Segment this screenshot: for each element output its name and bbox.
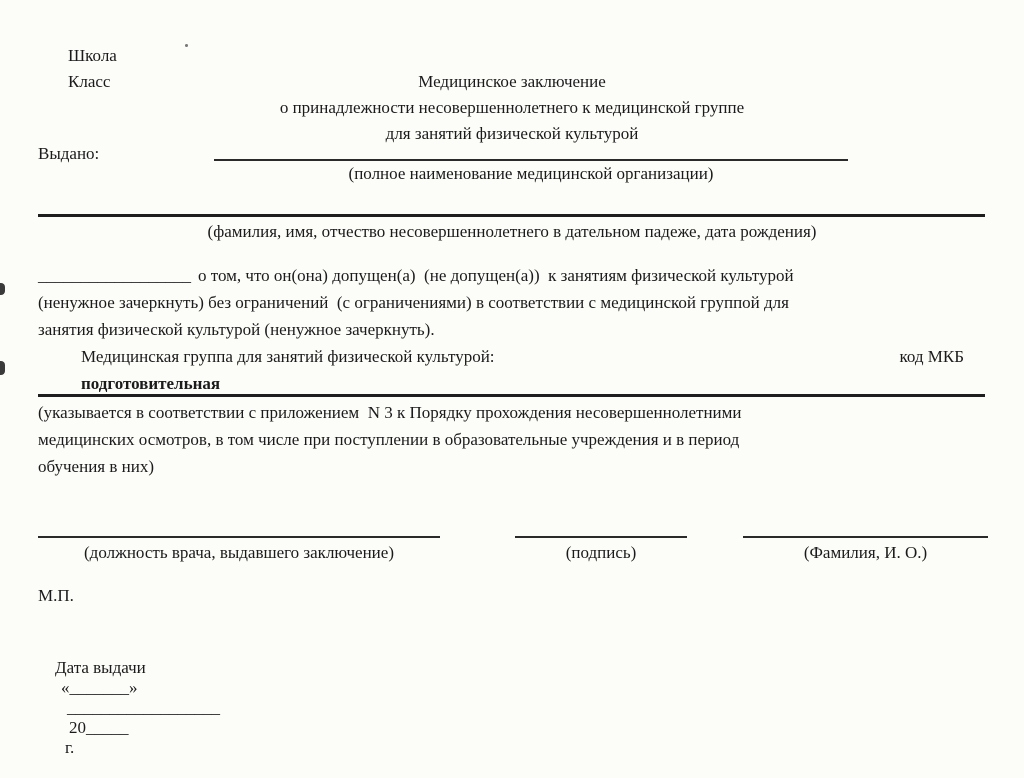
scan-speck	[0, 361, 5, 375]
issue-day-blank[interactable]: «_______»	[61, 678, 138, 697]
medical-group-label: Медицинская группа для занятий физической культурой:	[81, 347, 495, 366]
stamp-placeholder: М.П.	[38, 586, 74, 605]
organization-caption: (полное наименование медицинской организации)	[348, 164, 714, 183]
doctor-position-field	[38, 536, 440, 563]
patient-caption: (фамилия, имя, отчество несовершеннолетнего в дательном падеже, дата рождения)	[207, 222, 817, 241]
note-line-3: обучения в них)	[38, 457, 154, 476]
medical-group-value: подготовительная	[81, 374, 221, 393]
school-label: Школа	[68, 46, 117, 65]
note-line-2: медицинских осмотров, в том числе при поступлении в образовательные учреждения и в период	[38, 430, 740, 449]
scan-speck	[0, 283, 5, 295]
surname-field	[743, 536, 988, 563]
organization-name-line[interactable]	[214, 128, 848, 161]
title-line-3: для занятий физической культурой	[385, 124, 639, 143]
organization-field	[214, 128, 848, 184]
doctor-position-caption: (должность врача, выдавшего заключение)	[84, 543, 394, 562]
doctor-name-blank[interactable]: __________________	[38, 266, 191, 285]
issued-label: Выдано:	[38, 144, 100, 163]
medical-group-row	[38, 343, 990, 370]
group-field-line[interactable]	[38, 394, 985, 397]
note-line-1: (указывается в соответствии с приложением N 3 к Порядку прохождения несовершеннолетними	[38, 403, 742, 422]
title-line-1: Медицинское заключение	[418, 72, 606, 91]
issue-date-row	[38, 638, 220, 778]
issue-date-label: Дата выдачи	[55, 658, 146, 677]
patient-name-line[interactable]	[38, 214, 985, 217]
surname-caption: (Фамилия, И. О.)	[803, 543, 928, 562]
title-line-2: о принадлежности несовершеннолетнего к медицинской группе	[279, 98, 745, 117]
statement-line-3: занятия физической культурой (ненужное зачеркнуть).	[38, 320, 435, 339]
statement-line-2: (ненужное зачеркнуть) без ограничений (с ограничениями) в соответствии с медицинской группой для	[38, 293, 789, 312]
statement-paragraph	[38, 262, 990, 397]
signature-caption: (подпись)	[565, 543, 637, 562]
issue-year-suffix: г.	[65, 738, 75, 757]
note-paragraph	[38, 399, 998, 480]
mkb-code-label: код МКБ	[899, 347, 964, 366]
signature-field	[515, 536, 687, 563]
statement-line-1: о том, что он(она) допущен(а) (не допущен(а)) к занятиям физической культурой	[198, 266, 794, 285]
scan-speck	[185, 44, 188, 47]
issue-year-blank[interactable]: 20_____	[69, 718, 129, 737]
issue-month-blank[interactable]: __________________	[67, 698, 220, 717]
class-label: Класс	[68, 72, 111, 91]
